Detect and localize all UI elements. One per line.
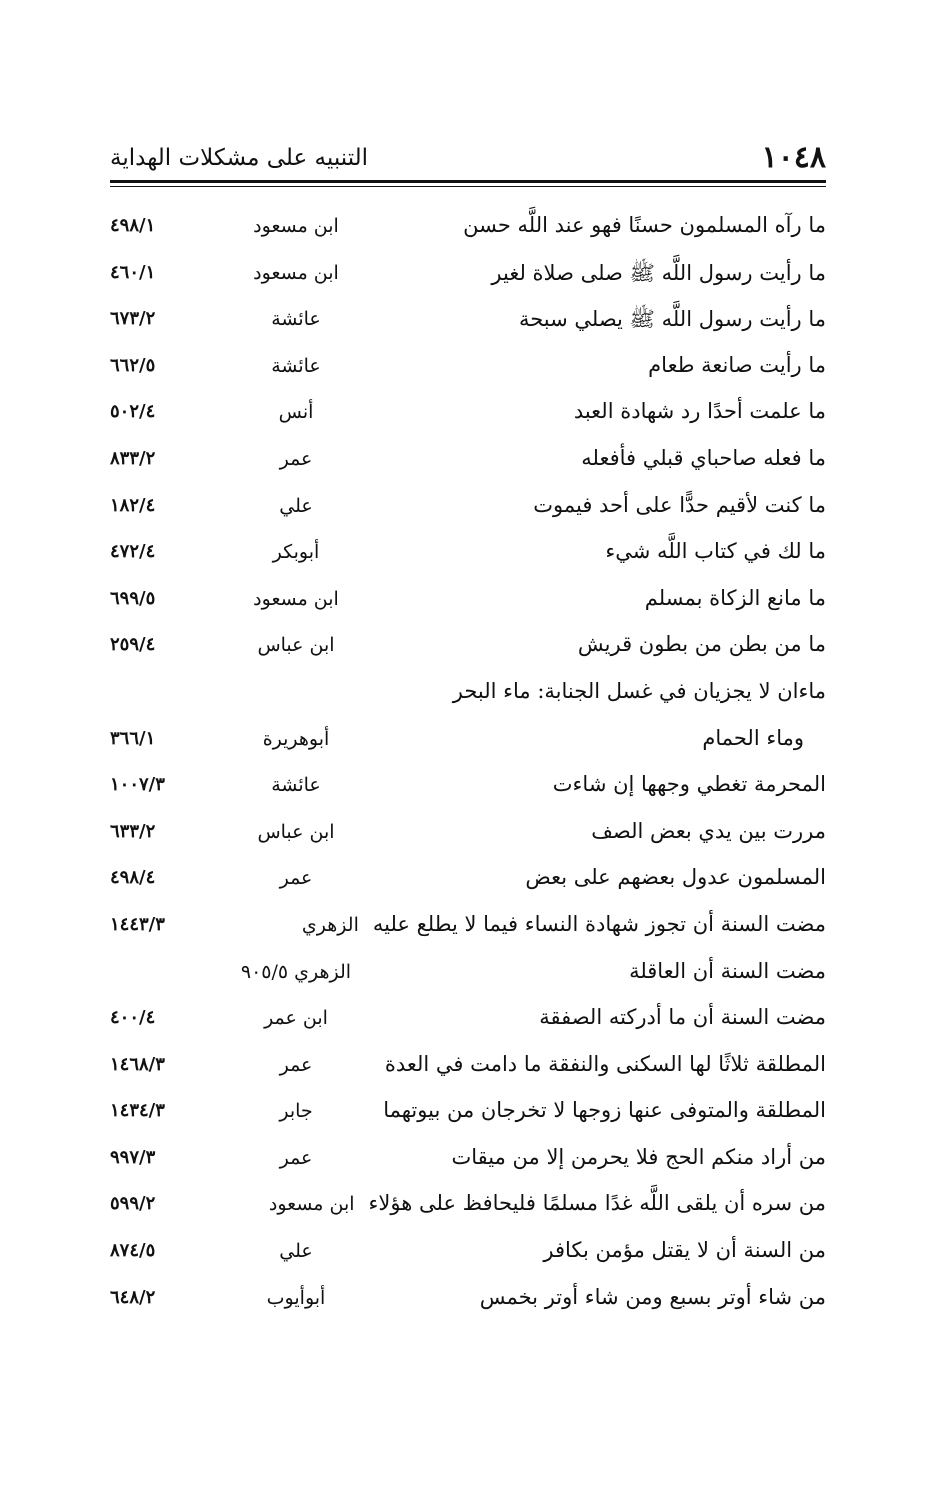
hadith-text: ما كنت لأقيم حدًّا على أحد فيموت xyxy=(533,492,826,517)
index-row xyxy=(110,1232,826,1279)
narrator: الزهري xyxy=(301,913,359,936)
volume-page-ref: ٤٠٠/٤ xyxy=(110,1007,156,1029)
narrator: أبوهريرة xyxy=(262,727,330,750)
volume-page-ref: ٦٤٨/٢ xyxy=(110,1286,156,1308)
hadith-text: ما رأيت رسول اللَّه ﷺ صلى صلاة لغير xyxy=(491,260,826,285)
hadith-text: وماء الحمام xyxy=(702,725,804,750)
index-row xyxy=(110,300,826,347)
narrator: عمر xyxy=(279,447,313,470)
book-title: التنبيه على مشكلات الهداية xyxy=(110,145,369,171)
index-row xyxy=(110,813,826,860)
index-row xyxy=(110,487,826,534)
index-row xyxy=(110,1139,826,1186)
volume-page-ref: ٦٧٣/٢ xyxy=(110,308,156,330)
index-row xyxy=(110,953,826,1000)
narrator: ابن مسعود xyxy=(268,1193,355,1216)
hadith-text: المحرمة تغطي وجهها إن شاءت xyxy=(552,772,826,797)
volume-page-ref: ٤٩٨/١ xyxy=(110,215,156,236)
volume-page-ref: ١٤٦٨/٣ xyxy=(110,1053,165,1075)
header-rule-thin xyxy=(110,186,826,187)
hadith-text: مضت السنة أن تجوز شهادة النساء فيما لا يطلع عليه xyxy=(372,911,826,936)
hadith-text: المطلقة والمتوفى عنها زوجها لا تخرجان من بيوتهما xyxy=(383,1098,826,1123)
volume-page-ref: ٤٧٢/٤ xyxy=(110,541,156,563)
index-row xyxy=(110,859,826,906)
page-header xyxy=(110,138,826,178)
index-row xyxy=(110,580,826,627)
index-row xyxy=(110,1185,826,1232)
hadith-text: ما فعله صاحباي قبلي فأفعله xyxy=(581,445,826,470)
volume-page-ref: ٥٠٢/٤ xyxy=(110,401,156,423)
hadith-text: ماءان لا يجزيان في غسل الجنابة: ماء البحر xyxy=(452,678,826,703)
narrator: عائشة xyxy=(271,308,321,331)
volume-page-ref: ٩٩٧/٣ xyxy=(110,1146,156,1168)
volume-page-ref: ٦٦٢/٥ xyxy=(110,354,156,376)
narrator: عمر xyxy=(279,1146,313,1169)
page-number: ١٠٤٨ xyxy=(761,140,826,175)
hadith-text: مضت السنة أن ما أدركته الصفقة xyxy=(539,1005,826,1030)
volume-page-ref: ٨٣٣/٢ xyxy=(110,447,156,469)
narrator: ابن عباس xyxy=(257,634,335,657)
header-rule-thick xyxy=(110,180,826,183)
hadith-text: المطلقة ثلاثًا لها السكنى والنفقة ما دامت في العدة xyxy=(384,1051,826,1076)
hadith-text: ما رأيت رسول اللَّه ﷺ يصلي سبحة xyxy=(518,307,826,332)
index-list xyxy=(110,207,826,1325)
hadith-text: ما من بطن من بطون قريش xyxy=(577,632,826,657)
index-row xyxy=(110,673,826,720)
narrator: عمر xyxy=(279,1053,313,1076)
narrator: ابن مسعود xyxy=(253,261,339,284)
hadith-text: من شاء أوتر بسبع ومن شاء أوتر بخمس xyxy=(479,1284,826,1309)
narrator: عائشة xyxy=(271,774,321,797)
index-row xyxy=(110,1279,826,1326)
hadith-text: مضت السنة أن العاقلة xyxy=(629,958,826,983)
index-row xyxy=(110,347,826,394)
index-row xyxy=(110,440,826,487)
narrator: أنس xyxy=(278,401,314,424)
index-row xyxy=(110,1046,826,1093)
hadith-text: ما رآه المسلمون حسنًا فهو عند اللَّه حسن xyxy=(463,213,826,237)
index-row xyxy=(110,626,826,673)
volume-page-ref: ٤٩٨/٤ xyxy=(110,867,156,889)
index-row xyxy=(110,393,826,440)
index-row xyxy=(110,906,826,953)
volume-page-ref: ٢٥٩/٤ xyxy=(110,634,156,656)
index-row xyxy=(110,1092,826,1139)
narrator: أبوأيوب xyxy=(266,1286,326,1309)
volume-page-ref: ١٨٢/٤ xyxy=(110,494,156,516)
narrator: علي xyxy=(279,494,313,517)
volume-page-ref: ١٤٤٣/٣ xyxy=(110,913,165,935)
narrator: ابن عباس xyxy=(257,820,335,843)
index-row xyxy=(110,207,826,254)
narrator: عائشة xyxy=(271,354,321,377)
narrator: الزهري ٩٠٥/٥ xyxy=(240,960,352,983)
volume-page-ref: ٥٩٩/٢ xyxy=(110,1193,156,1215)
volume-page-ref: ٨٧٤/٥ xyxy=(110,1240,156,1262)
volume-page-ref: ١٠٠٧/٣ xyxy=(110,774,165,796)
index-row xyxy=(110,766,826,813)
hadith-text: ما علمت أحدًا رد شهادة العبد xyxy=(573,399,826,424)
volume-page-ref: ١٤٣٤/٣ xyxy=(110,1100,165,1122)
hadith-text: من أراد منكم الحج فلا يحرمن إلا من ميقات xyxy=(451,1144,826,1169)
narrator: جابر xyxy=(279,1100,313,1123)
narrator: ابن مسعود xyxy=(253,587,339,610)
hadith-text: المسلمون عدول بعضهم على بعض xyxy=(525,865,826,890)
volume-page-ref: ٦٣٣/٢ xyxy=(110,820,156,842)
hadith-text: من السنة أن لا يقتل مؤمن بكافر xyxy=(543,1238,826,1263)
hadith-text: ما مانع الزكاة بمسلم xyxy=(644,585,826,610)
volume-page-ref: ٣٦٦/١ xyxy=(110,727,156,749)
narrator: ابن عمر xyxy=(264,1007,328,1030)
hadith-text: ما رأيت صانعة طعام xyxy=(648,352,826,377)
hadith-text: مررت بين يدي بعض الصف xyxy=(591,818,826,843)
volume-page-ref: ٦٩٩/٥ xyxy=(110,587,156,609)
index-row xyxy=(110,720,826,767)
index-row xyxy=(110,533,826,580)
narrator: علي xyxy=(279,1240,313,1263)
hadith-text: ما لك في كتاب اللَّه شيء xyxy=(605,539,826,564)
index-row xyxy=(110,254,826,301)
hadith-text: من سره أن يلقى اللَّه غدًا مسلمًا فليحافظ على هؤلاء xyxy=(368,1191,826,1216)
narrator: عمر xyxy=(279,867,313,890)
narrator: أبوبكر xyxy=(272,541,320,564)
narrator: ابن مسعود xyxy=(253,215,339,237)
volume-page-ref: ٤٦٠/١ xyxy=(110,261,156,283)
index-row xyxy=(110,999,826,1046)
